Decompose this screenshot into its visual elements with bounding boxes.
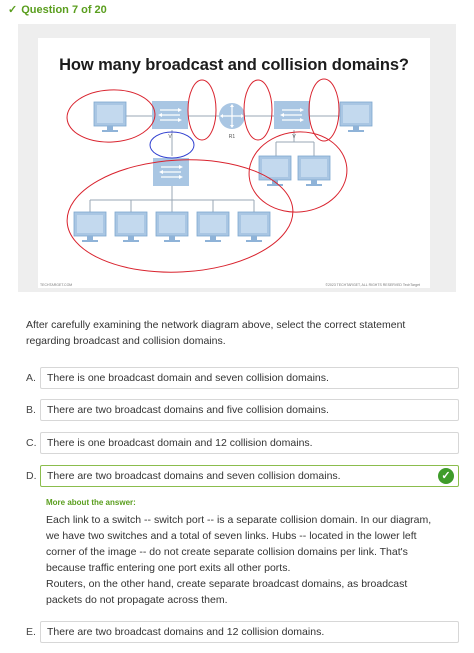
switch-right xyxy=(274,101,310,129)
option-letter: B. xyxy=(26,404,36,416)
pc-hub-1 xyxy=(74,212,106,242)
router-label: R1 xyxy=(228,134,236,140)
switch-label-2: V xyxy=(292,134,296,140)
pc-hub-5 xyxy=(238,212,270,242)
question-header xyxy=(8,3,107,16)
pc-hub-4 xyxy=(197,212,229,242)
collision-circle-3 xyxy=(244,80,272,140)
network-diagram xyxy=(38,38,430,288)
question-prompt: After carefully examining the network diagram above, select the correct statement regarding broadcast and collision domains. xyxy=(26,319,406,347)
option-letter: E. xyxy=(26,626,36,638)
question-counter: Question 7 of 20 xyxy=(21,3,107,16)
answer-option-box[interactable] xyxy=(40,621,459,643)
slide-footer-right: ©2023 TECHTARGET, ALL RIGHTS RESERVED TechTarget xyxy=(325,283,420,287)
answer-option-box[interactable] xyxy=(40,432,459,454)
option-text: There are two broadcast domains and 12 collision domains. xyxy=(47,626,325,638)
option-text: There is one broadcast domain and seven collision domains. xyxy=(47,372,329,384)
collision-circle-2 xyxy=(188,80,216,140)
pc-hub-3 xyxy=(156,212,188,242)
option-text: There is one broadcast domain and 12 collision domains. xyxy=(47,437,313,449)
collision-circle-4 xyxy=(309,79,339,141)
answer-option-box[interactable] xyxy=(40,367,459,389)
pc-right-b xyxy=(298,156,330,186)
explanation-paragraph-2: Routers, on the other hand, create separate broadcast domains, as broadcast packets do not propagate across them. xyxy=(46,578,408,606)
check-icon: ✓ xyxy=(8,4,18,16)
answer-explanation xyxy=(46,498,442,608)
answer-option-box[interactable] xyxy=(40,399,459,421)
option-letter: C. xyxy=(26,437,37,449)
option-letter: D. xyxy=(26,470,37,482)
pc-right xyxy=(340,102,372,132)
pc-hub-2 xyxy=(115,212,147,242)
slide-title: How many broadcast and collision domains? xyxy=(59,56,409,74)
network-diagram-image xyxy=(38,38,430,288)
router-r1 xyxy=(219,103,245,129)
option-text: There are two broadcast domains and seven collision domains. xyxy=(47,470,341,482)
answer-option-b[interactable] xyxy=(18,399,442,421)
answer-option-a[interactable] xyxy=(18,367,442,389)
switch-label-1: V xyxy=(168,134,172,140)
switch-left xyxy=(152,101,188,129)
answer-option-c[interactable] xyxy=(18,432,442,454)
option-text: There are two broadcast domains and five collision domains. xyxy=(47,404,329,416)
answer-option-d[interactable] xyxy=(18,465,451,487)
explanation-paragraph-1: Each link to a switch -- switch port -- is a separate collision domain. In our diagram, we have two switches and a total of seven links. Hubs -- located in the lower left corner of the image -- do not create separate collision domains per link. That's because traffic entering one port exits all other ports. xyxy=(46,514,432,574)
explanation-heading: More about the answer: xyxy=(46,498,136,507)
answer-option-e[interactable] xyxy=(18,621,442,643)
pc-left xyxy=(94,102,126,132)
answer-option-box[interactable] xyxy=(40,465,459,487)
slide-footer-left: TECHTARGET.COM xyxy=(40,283,73,287)
correct-check-icon: ✓ xyxy=(438,468,454,484)
option-letter: A. xyxy=(26,372,36,384)
